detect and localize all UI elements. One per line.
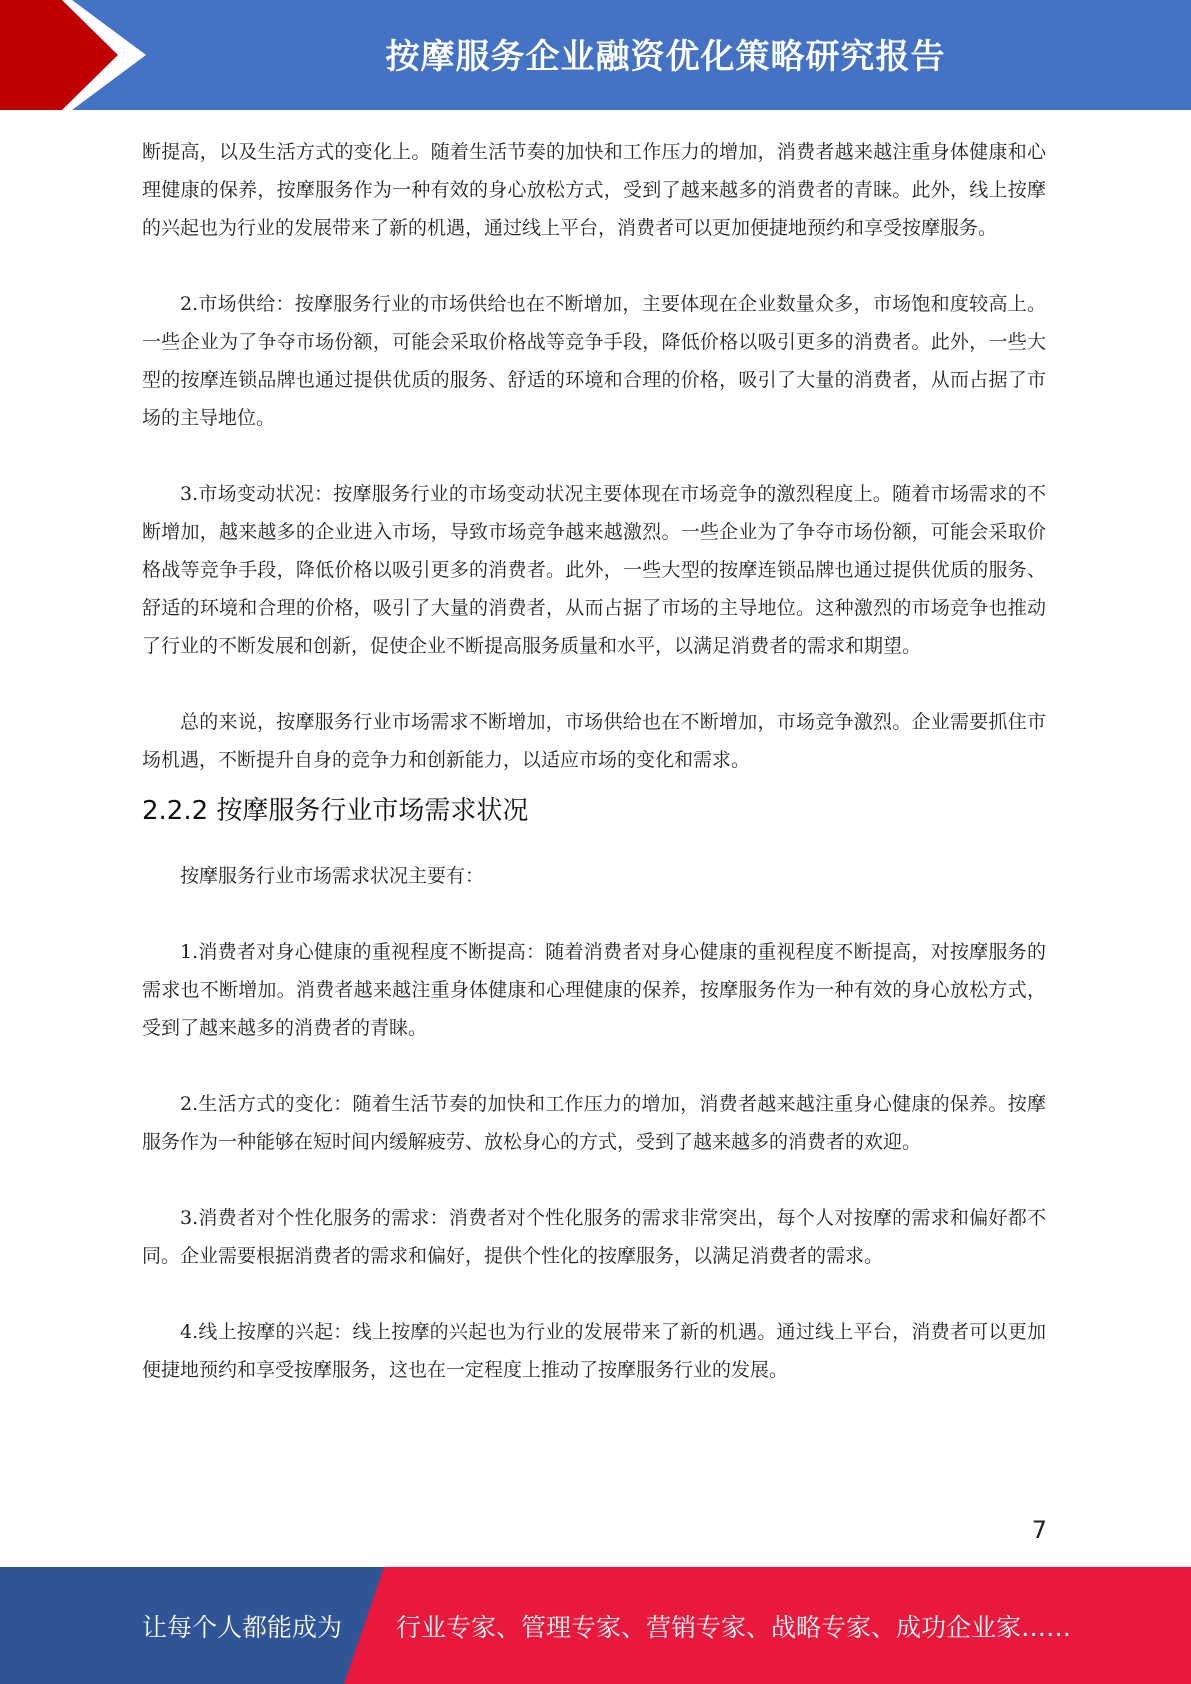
paragraph-intro: 断提高，以及生活方式的变化上。随着生活节奏的加快和工作压力的增加，消费者越来越注重身体健康和心理健康的保养，按摩服务作为一种有效的身心放松方式，受到了越来越多的消费者的青睐。此外，线上按摩的兴起也为行业的发展带来了新的机遇，通过线上平台，消费者可以更加便捷地预约和享受按摩服务。 [142,141,1046,239]
list-item-3: 3.消费者对个性化服务的需求：消费者对个性化服务的需求非常突出，每个人对按摩的需求和偏好都不同。企业需要根据消费者的需求和偏好，提供个性化的按摩服务，以满足消费者的需求。 [142,1207,1046,1267]
paragraph-summary: 总的来说，按摩服务行业市场需求不断增加，市场供给也在不断增加，市场竞争激烈。企业需要抓住市场机遇，不断提升自身的竞争力和创新能力，以适应市场的变化和需求。 [142,711,1046,771]
header-arrow-decoration [0,0,160,110]
document-body [142,133,1046,1389]
paragraph-market-change: 3.市场变动状况：按摩服务行业的市场变动状况主要体现在市场竞争的激烈程度上。随着市场需求的不断增加，越来越多的企业进入市场，导致市场竞争越来越激烈。一些企业为了争夺市场份额，可能会采取价格战等竞争手段，降低价格以吸引更多的消费者。此外，一些大型的按摩连锁品牌也通过提供优质的服务、舒适的环境和合理的价格，吸引了大量的消费者，从而占据了市场的主导地位。这种激烈的市场竞争也推动了行业的不断发展和创新，促使企业不断提高服务质量和水平，以满足消费者的需求和期望。 [142,483,1046,657]
list-item-4: 4.线上按摩的兴起：线上按摩的兴起也为行业的发展带来了新的机遇。通过线上平台，消费者可以更加便捷地预约和享受按摩服务，这也在一定程度上推动了按摩服务行业的发展。 [142,1321,1046,1381]
footer-slogan-right: 行业专家、管理专家、营销专家、战略专家、成功企业家…… [396,1612,1072,1642]
page-number: 7 [1031,1516,1047,1544]
page-footer [0,1567,1191,1684]
footer-slogan-left: 让每个人都能成为 [142,1612,343,1642]
list-item-2: 2.生活方式的变化：随着生活节奏的加快和工作压力的增加，消费者越来越注重身心健康的保养。按摩服务作为一种能够在短时间内缓解疲劳、放松身心的方式，受到了越来越多的消费者的欢迎。 [142,1093,1046,1153]
paragraph-market-supply: 2.市场供给：按摩服务行业的市场供给也在不断增加，主要体现在企业数量众多，市场饱和度较高上。一些企业为了争夺市场份额，可能会采取价格战等竞争手段，降低价格以吸引更多的消费者。此外，一些大型的按摩连锁品牌也通过提供优质的服务、舒适的环境和合理的价格，吸引了大量的消费者，从而占据了市场的主导地位。 [142,293,1046,429]
page-header [0,0,1191,110]
list-item-1: 1.消费者对身心健康的重视程度不断提高：随着消费者对身心健康的重视程度不断提高，对按摩服务的需求也不断增加。消费者越来越注重身体健康和心理健康的保养，按摩服务作为一种有效的身心放松方式，受到了越来越多的消费者的青睐。 [142,941,1046,1039]
paragraph-lead: 按摩服务行业市场需求状况主要有： [180,865,485,887]
report-title: 按摩服务企业融资优化策略研究报告 [385,36,946,77]
section-heading: 2.2.2 按摩服务行业市场需求状况 [142,796,529,826]
